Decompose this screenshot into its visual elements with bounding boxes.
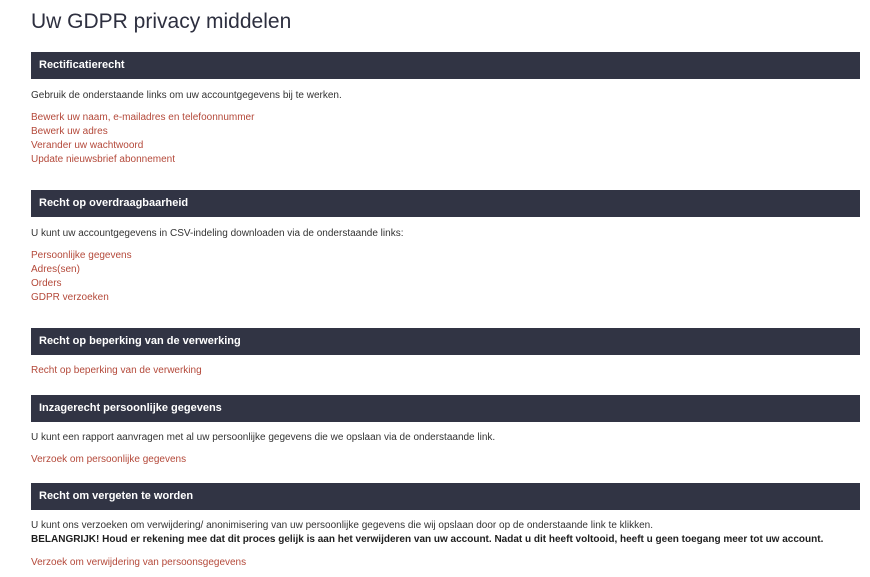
section-header-rectification: Rectificatierecht	[31, 52, 860, 79]
restriction-of-processing-link[interactable]: Recht op beperking van de verwerking	[31, 365, 202, 376]
section-header-restriction: Recht op beperking van de verwerking	[31, 328, 860, 355]
page-title: Uw GDPR privacy middelen	[31, 10, 292, 33]
section-header-portability: Recht op overdraagbaarheid	[31, 190, 860, 217]
update-newsletter-link[interactable]: Update nieuwsbrief abonnement	[31, 154, 175, 165]
erasure-intro: U kunt ons verzoeken om verwijdering/ anonimisering van uw persoonlijke gegevens die wij opslaan door op de onderstaande link te klikken.	[31, 520, 654, 531]
rectification-intro: Gebruik de onderstaande links om uw accountgegevens bij te werken.	[31, 90, 342, 101]
download-personal-data-link[interactable]: Persoonlijke gegevens	[31, 250, 132, 261]
erasure-warning: BELANGRIJK! Houd er rekening mee dat dit proces gelijk is aan het verwijderen van uw account. Nadat u dit heeft voltooid, heeft u geen toegang meer tot uw account.	[31, 534, 824, 545]
portability-intro: U kunt uw accountgegevens in CSV-indeling downloaden via de onderstaande links:	[31, 228, 404, 239]
download-addresses-link[interactable]: Adres(sen)	[31, 264, 80, 275]
request-data-deletion-link[interactable]: Verzoek om verwijdering van persoonsgegevens	[31, 557, 247, 568]
edit-name-email-phone-link[interactable]: Bewerk uw naam, e-mailadres en telefoonnummer	[31, 112, 255, 123]
edit-address-link[interactable]: Bewerk uw adres	[31, 126, 108, 137]
section-header-erasure: Recht om vergeten te worden	[31, 483, 860, 510]
request-personal-data-link[interactable]: Verzoek om persoonlijke gegevens	[31, 454, 187, 465]
change-password-link[interactable]: Verander uw wachtwoord	[31, 140, 144, 151]
section-header-access: Inzagerecht persoonlijke gegevens	[31, 395, 860, 422]
download-orders-link[interactable]: Orders	[31, 278, 62, 289]
access-intro: U kunt een rapport aanvragen met al uw persoonlijke gegevens die we opslaan via de onderstaande link.	[31, 432, 496, 443]
download-gdpr-requests-link[interactable]: GDPR verzoeken	[31, 292, 109, 303]
